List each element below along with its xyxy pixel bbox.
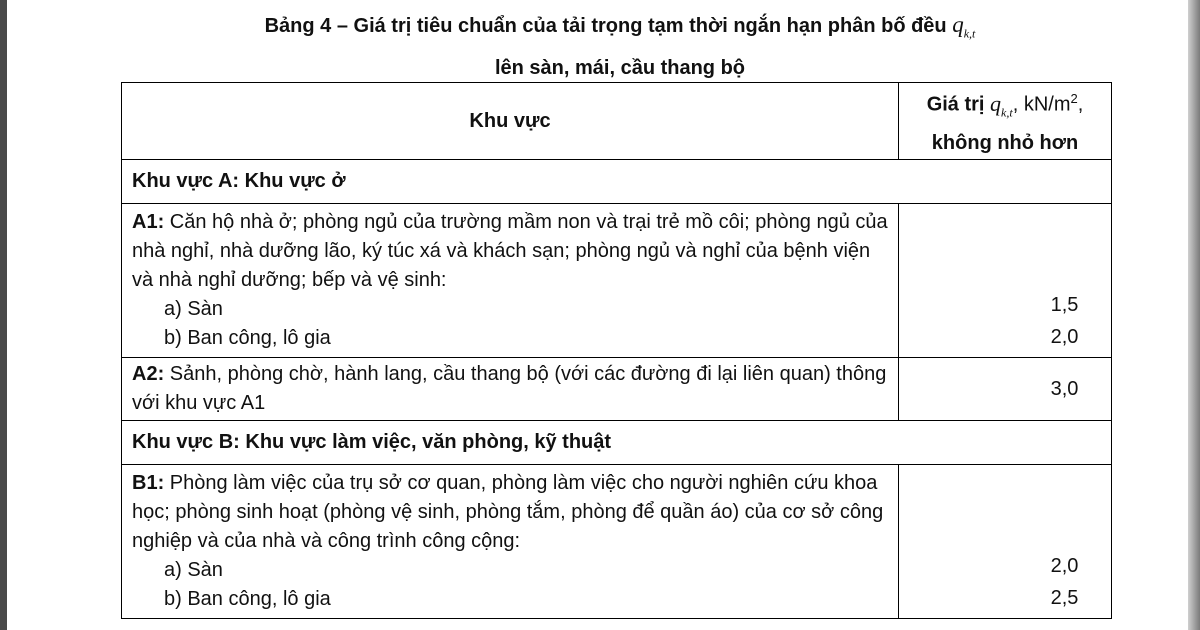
- a1-sub-a: a) Sàn: [164, 298, 223, 320]
- b1-value-a: 2,0: [1050, 555, 1079, 577]
- header-value: Giá trị $q_{k,t}$, $kN/m^2$, không nhỏ hơn: [899, 83, 1112, 160]
- zone-row-b: [122, 421, 1112, 465]
- zone-row-a: [122, 160, 1112, 204]
- zone-a-label: Khu vực A: Khu vực ở: [122, 160, 1112, 204]
- header-area: Khu vực: [122, 83, 899, 160]
- a2-value: 3,0: [899, 358, 1112, 421]
- a1-values: [899, 204, 1112, 358]
- a1-value-a: 1,5: [1050, 294, 1079, 316]
- caption-line-1: Bảng 4 – Giá trị tiêu chuẩn của tải trọng tạm thời ngắn hạn phân bố đều $q_{k,t}$: [264, 12, 976, 41]
- b1-value-b: 2,5: [1050, 587, 1079, 609]
- row-b1: [122, 465, 1112, 619]
- a1-description: A1: Căn hộ nhà ở; phòng ngủ của trường mầm non và trại trẻ mồ côi; phòng ngủ của nhà nghỉ, nhà dưỡng lão, ký túc xá và khách sạn; phòng ngủ và nghỉ của bệnh viện và nhà nghỉ dưỡng; bếp và vệ sinh: a) Sàn b) Ban công, lô gia: [122, 204, 899, 358]
- b1-values: [899, 465, 1112, 619]
- zone-b-label: Khu vực B: Khu vực làm việc, văn phòng, kỹ thuật: [122, 421, 1112, 465]
- viewer-left-edge: [0, 0, 7, 630]
- b1-sub-b: b) Ban công, lô gia: [164, 588, 331, 610]
- caption-line-2: lên sàn, mái, cầu thang bộ: [494, 56, 746, 79]
- header-row: [122, 83, 1112, 160]
- row-a1: [122, 204, 1112, 358]
- table-caption: [0, 8, 1200, 85]
- a2-description: A2: Sảnh, phòng chờ, hành lang, cầu thang bộ (với các đường đi lại liên quan) thông với khu vực A1: [122, 358, 899, 421]
- symbol-q: $q_{k,t}$: [952, 12, 976, 41]
- viewer-scrollbar[interactable]: [1188, 0, 1200, 630]
- a1-value-b: 2,0: [1050, 326, 1079, 348]
- a1-sub-b: b) Ban công, lô gia: [164, 327, 331, 349]
- load-table: [121, 82, 1112, 619]
- row-a2: [122, 358, 1112, 421]
- b1-sub-a: a) Sàn: [164, 559, 223, 581]
- b1-description: B1: Phòng làm việc của trụ sở cơ quan, phòng làm việc cho người nghiên cứu khoa học; phòng sinh hoạt (phòng vệ sinh, phòng tắm, phòng để quần áo) của cơ sở công nghiệp và của nhà và công trình công cộng: a) Sàn b) Ban công, lô gia: [122, 465, 899, 619]
